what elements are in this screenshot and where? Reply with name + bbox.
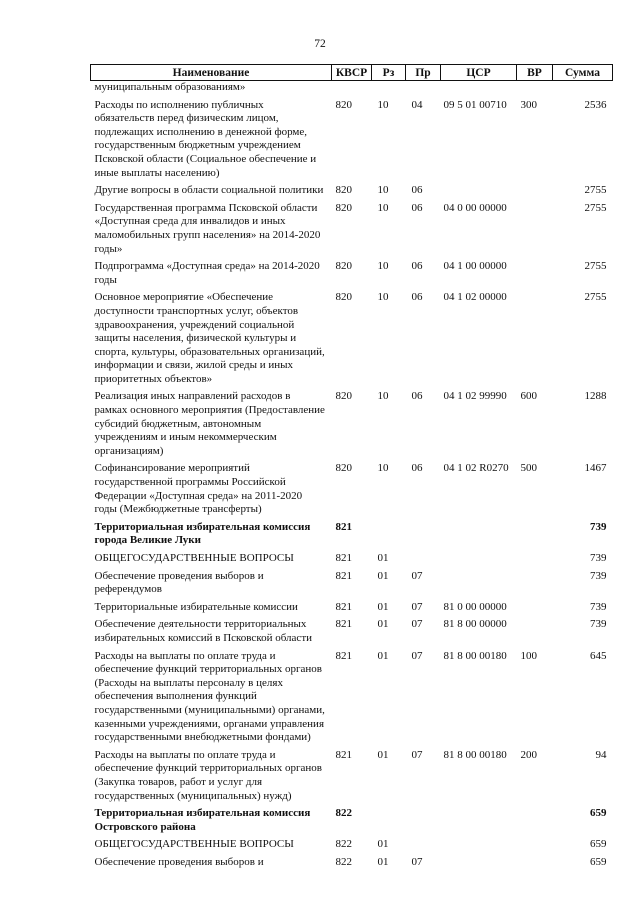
cell-sum: 2536 xyxy=(584,98,607,111)
cell-pr: 07 xyxy=(411,649,423,662)
cell-name: Расходы по исполнению публичных обязательств перед физическим лицом, подлежащих исполнению в денежной форме, государственным бюджетным учреждением Псковской области (Социальное обеспечение и иные выплаты населению) xyxy=(94,98,317,179)
cell-vr: 600 xyxy=(520,390,537,403)
cell-pr: 06 xyxy=(411,201,423,214)
table-row xyxy=(91,566,613,597)
cell-vr: 200 xyxy=(520,748,537,761)
cell-sum: 659 xyxy=(590,838,607,851)
cell-vr xyxy=(517,852,553,870)
cell-csr: 04 1 00 00000 xyxy=(443,260,507,273)
budget-table-container xyxy=(90,64,612,869)
cell-kvsr: 820 xyxy=(335,201,352,214)
cell-pr: 07 xyxy=(411,855,423,868)
cell-name: Реализация иных направлений расходов в рамках основного мероприятия (Предоставление субсидий бюджетным, автономным учреждениям и иным некоммерческим организациям) xyxy=(94,390,325,457)
cell-kvsr: 821 xyxy=(335,520,352,533)
cell-kvsr: 820 xyxy=(335,260,352,273)
cell-pr xyxy=(406,81,441,95)
cell-kvsr: 821 xyxy=(335,649,352,662)
cell-sum xyxy=(553,81,613,95)
cell-vr xyxy=(517,834,553,852)
table-row xyxy=(91,198,613,256)
cell-name: муниципальным образованиям» xyxy=(94,81,246,93)
table-header-row xyxy=(91,65,613,81)
cell-pr: 07 xyxy=(411,569,423,582)
cell-pr: 07 xyxy=(411,600,423,613)
cell-name: Обеспечение проведения выборов и референдумов xyxy=(94,569,264,596)
cell-kvsr: 820 xyxy=(335,390,352,403)
cell-sum: 739 xyxy=(590,569,607,582)
table-row xyxy=(91,852,613,870)
cell-vr xyxy=(517,548,553,566)
table-row xyxy=(91,745,613,803)
cell-csr xyxy=(441,517,517,548)
cell-name: Подпрограмма «Доступная среда» на 2014-2020 годы xyxy=(94,260,320,286)
cell-sum: 2755 xyxy=(584,291,607,304)
cell-kvsr: 821 xyxy=(335,600,352,613)
cell-rz: 10 xyxy=(377,201,389,214)
cell-vr: 100 xyxy=(520,649,537,662)
cell-name: Другие вопросы в области социальной политики xyxy=(94,184,324,197)
cell-csr xyxy=(441,566,517,597)
cell-rz: 01 xyxy=(377,748,389,761)
cell-pr: 06 xyxy=(411,390,423,403)
cell-rz: 10 xyxy=(377,462,389,475)
table-row xyxy=(91,95,613,181)
header-vr: ВР xyxy=(517,65,553,81)
cell-name: Обеспечение деятельности территориальных избирательных комиссий в Псковской области xyxy=(94,618,313,644)
cell-name: Основное мероприятие «Обеспечение доступности транспортных услуг, объектов здравоохранения, учреждений социальной защиты населения, физической культуры и спорта, культуры, образовательных организаций, информации и связи, жилой среды и иных приоритетных объектов» xyxy=(94,291,325,385)
table-row xyxy=(91,256,613,287)
cell-sum: 645 xyxy=(590,649,607,662)
cell-rz: 10 xyxy=(377,291,389,304)
cell-kvsr: 822 xyxy=(335,807,352,820)
cell-rz: 10 xyxy=(377,98,389,111)
cell-rz: 01 xyxy=(377,838,389,851)
cell-kvsr: 821 xyxy=(335,569,352,582)
cell-sum: 659 xyxy=(590,807,607,820)
budget-table xyxy=(90,64,613,869)
cell-pr: 06 xyxy=(411,184,423,197)
cell-sum: 2755 xyxy=(584,260,607,273)
cell-kvsr xyxy=(332,81,372,95)
cell-name: ОБЩЕГОСУДАРСТВЕННЫЕ ВОПРОСЫ xyxy=(94,552,294,564)
cell-vr xyxy=(517,256,553,287)
cell-rz: 10 xyxy=(377,390,389,403)
cell-csr xyxy=(441,803,517,834)
cell-pr: 06 xyxy=(411,291,423,304)
cell-csr: 04 1 02 R0270 xyxy=(443,462,509,475)
page-number: 72 xyxy=(314,38,326,50)
cell-csr xyxy=(441,180,517,198)
table-row xyxy=(91,614,613,645)
cell-vr xyxy=(517,614,553,645)
cell-csr: 81 8 00 00000 xyxy=(443,618,507,631)
cell-csr: 04 1 02 00000 xyxy=(443,291,507,304)
table-row xyxy=(91,386,613,458)
cell-vr xyxy=(517,287,553,386)
cell-vr xyxy=(517,597,553,615)
cell-sum: 739 xyxy=(590,618,607,631)
header-sum: Сумма xyxy=(553,65,613,81)
cell-rz: 01 xyxy=(377,649,389,662)
cell-sum: 739 xyxy=(590,600,607,613)
cell-rz: 01 xyxy=(377,600,389,613)
cell-sum: 2755 xyxy=(584,201,607,214)
cell-name: Территориальная избирательная комиссия Островского района xyxy=(94,807,311,833)
cell-name: Обеспечение проведения выборов и xyxy=(94,855,264,868)
cell-vr xyxy=(517,566,553,597)
table-row xyxy=(91,81,613,95)
header-rz: Рз xyxy=(372,65,406,81)
table-row xyxy=(91,597,613,615)
cell-csr: 81 0 00 00000 xyxy=(443,600,507,613)
table-row xyxy=(91,517,613,548)
table-body xyxy=(91,81,613,870)
cell-pr: 06 xyxy=(411,260,423,273)
cell-rz xyxy=(372,803,406,834)
table-row xyxy=(91,803,613,834)
cell-kvsr: 821 xyxy=(335,618,352,631)
header-name: Наименование xyxy=(91,65,332,81)
cell-kvsr: 820 xyxy=(335,184,352,197)
cell-vr: 500 xyxy=(520,462,537,475)
cell-kvsr: 821 xyxy=(335,748,352,761)
header-kvsr: КВСР xyxy=(332,65,372,81)
header-csr: ЦСР xyxy=(441,65,517,81)
cell-csr xyxy=(441,548,517,566)
table-row xyxy=(91,458,613,516)
cell-rz: 10 xyxy=(377,184,389,197)
cell-pr: 06 xyxy=(411,462,423,475)
cell-sum: 739 xyxy=(590,552,607,564)
cell-name: Софинансирование мероприятий государственной программы Российской Федерации «Доступная среда» на 2011-2020 годы (Межбюджетные трансферты) xyxy=(94,462,303,516)
cell-rz: 01 xyxy=(377,569,389,582)
cell-kvsr: 820 xyxy=(335,291,352,304)
cell-pr xyxy=(406,834,441,852)
cell-sum: 659 xyxy=(590,855,607,868)
cell-rz: 10 xyxy=(377,260,389,273)
cell-vr xyxy=(517,180,553,198)
table-row xyxy=(91,548,613,566)
cell-csr: 81 8 00 00180 xyxy=(443,748,507,761)
cell-rz: 01 xyxy=(377,855,389,868)
cell-pr: 07 xyxy=(411,618,423,631)
cell-kvsr: 820 xyxy=(335,98,352,111)
cell-pr: 04 xyxy=(411,98,423,111)
cell-kvsr: 820 xyxy=(335,462,352,475)
cell-name: Территориальная избирательная комиссия города Великие Луки xyxy=(94,520,311,547)
cell-csr: 04 1 02 99990 xyxy=(443,390,507,403)
cell-rz xyxy=(372,517,406,548)
cell-name: Расходы на выплаты по оплате труда и обеспечение функций территориальных органов (Закупка товаров, работ и услуг для государственных (муниципальных) нужд) xyxy=(94,748,322,802)
cell-sum: 2755 xyxy=(584,184,607,197)
cell-pr xyxy=(406,803,441,834)
cell-kvsr: 822 xyxy=(335,838,352,851)
cell-rz xyxy=(372,81,406,95)
cell-vr xyxy=(517,198,553,256)
cell-csr: 04 0 00 00000 xyxy=(443,201,507,214)
cell-csr xyxy=(441,834,517,852)
cell-sum: 1467 xyxy=(584,462,607,475)
cell-name: ОБЩЕГОСУДАРСТВЕННЫЕ ВОПРОСЫ xyxy=(94,838,294,851)
cell-pr: 07 xyxy=(411,748,423,761)
table-row xyxy=(91,646,613,745)
cell-vr: 300 xyxy=(520,98,537,111)
cell-sum: 94 xyxy=(595,748,607,761)
table-row xyxy=(91,834,613,852)
cell-sum: 1288 xyxy=(584,390,607,403)
cell-name: Государственная программа Псковской области «Доступная среда для инвалидов и иных маломобильных групп населения» на 2014-2020 годы» xyxy=(94,201,321,255)
cell-name: Территориальные избирательные комиссии xyxy=(94,600,298,613)
table-row xyxy=(91,287,613,386)
cell-csr xyxy=(441,81,517,95)
cell-kvsr: 821 xyxy=(335,552,352,564)
header-pr: Пр xyxy=(406,65,441,81)
cell-name: Расходы на выплаты по оплате труда и обеспечение функций территориальных органов (Расходы на выплаты персоналу в целях обеспечения выполнения функций государственными (муниципальными) органами, казенными учреждениями, органами управления государственными внебюджетными фондами) xyxy=(94,649,325,744)
cell-csr: 81 8 00 00180 xyxy=(443,649,507,662)
table-row xyxy=(91,180,613,198)
cell-pr xyxy=(406,548,441,566)
cell-sum: 739 xyxy=(590,520,607,533)
cell-rz: 01 xyxy=(377,552,389,564)
cell-vr xyxy=(517,81,553,95)
cell-csr xyxy=(441,852,517,870)
cell-vr xyxy=(517,517,553,548)
cell-vr xyxy=(517,803,553,834)
cell-pr xyxy=(406,517,441,548)
cell-kvsr: 822 xyxy=(335,855,352,868)
cell-rz: 01 xyxy=(377,618,389,631)
cell-csr: 09 5 01 00710 xyxy=(443,98,507,111)
